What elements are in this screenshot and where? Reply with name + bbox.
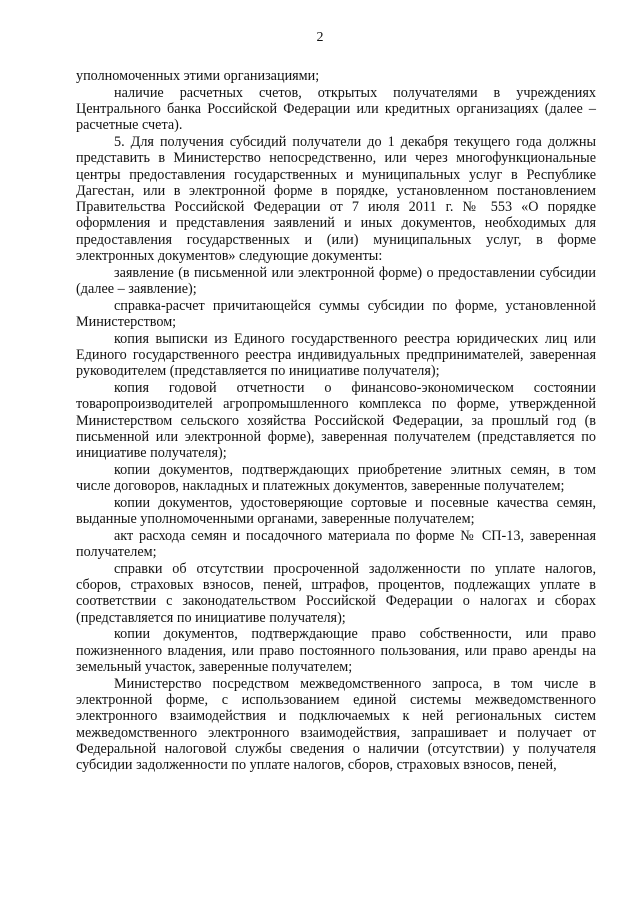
page-number: 2: [316, 30, 324, 45]
paragraph-registry-extract: копия выписки из Единого государственного реестра юридических лиц или Единого государственного реестра индивидуальных предпринимателей, заверенная руководителем (представляется по инициативе получателя);: [76, 330, 596, 380]
paragraph-annual-report: копия годовой отчетности о финансово-экономическом состоянии товаропроизводителей агропромышленного комплекса по форме, утвержденной Министерством сельского хозяйства Российской Федерации, за прошлый год (в письменной или электронной форме), заверенная получателем (представляется по инициативе получателя);: [76, 379, 596, 462]
paragraph-continuation: уполномоченных этими организациями;: [76, 68, 320, 84]
paragraph-accounts: наличие расчетных счетов, открытых получателями в учреждениях Центрального банка Российской Федерации или кредитных организациях (далее – расчетные счета).: [76, 84, 596, 134]
document-body: [76, 68, 596, 773]
paragraph-land-rights: копии документов, подтверждающие право собственности, или право пожизненного владения, или право постоянного пользования, или право аренды на земельный участок, заверенные получателем;: [76, 626, 596, 675]
paragraph-calculation: справка-расчет причитающейся суммы субсидии по форме, установленной Министерством;: [76, 297, 596, 331]
paragraph-item-5: 5. Для получения субсидий получатели до 1 декабря текущего года должны представить в Министерство непосредственно, или через многофункциональные центры предоставления государственных и муниципальных услуг в Республике Дагестан, или в электронной форме в порядке, установленном постановлением Правительства Российской Федерации от 7 июля 2011 г. № 553 «О порядке оформления и представления заявлений и иных документов, необходимых для предоставления государственных и (или) муниципальных услуг, в форме электронных документов» следующие документы:: [76, 133, 596, 265]
paragraph-seed-act: акт расхода семян и посадочного материала по форме № СП-13, заверенная получателем;: [76, 527, 596, 561]
paragraph-tax-certificate: справки об отсутствии просроченной задолженности по уплате налогов, сборов, страховых взносов, пеней, штрафов, процентов, подлежащих уплате в соответствии с законодательством Российской Федерации о налогах и сборах (представляется по инициативе получателя);: [76, 560, 596, 626]
paragraph-application: заявление (в письменной или электронной форме) о предоставлении субсидии (далее – заявление);: [76, 264, 596, 298]
paragraph-interagency-request: Министерство посредством межведомственного запроса, в том числе в электронной форме, с использованием единой системы межведомственного электронного взаимодействия и подключаемых к ней региональных систем межведомственного электронного взаимодействия, запрашивает и получает от Федеральной налоговой службы сведения о наличии (отсутствии) у получателя субсидии задолженности по уплате налогов, сборов, страховых взносов, пеней,: [76, 675, 596, 774]
paragraph-seed-quality: копии документов, удостоверяющие сортовые и посевные качества семян, выданные уполномоченными органами, заверенные получателем;: [76, 494, 596, 528]
paragraph-seed-purchase: копии документов, подтверждающих приобретение элитных семян, в том числе договоров, накладных и платежных документов, заверенные получателем;: [76, 461, 596, 495]
